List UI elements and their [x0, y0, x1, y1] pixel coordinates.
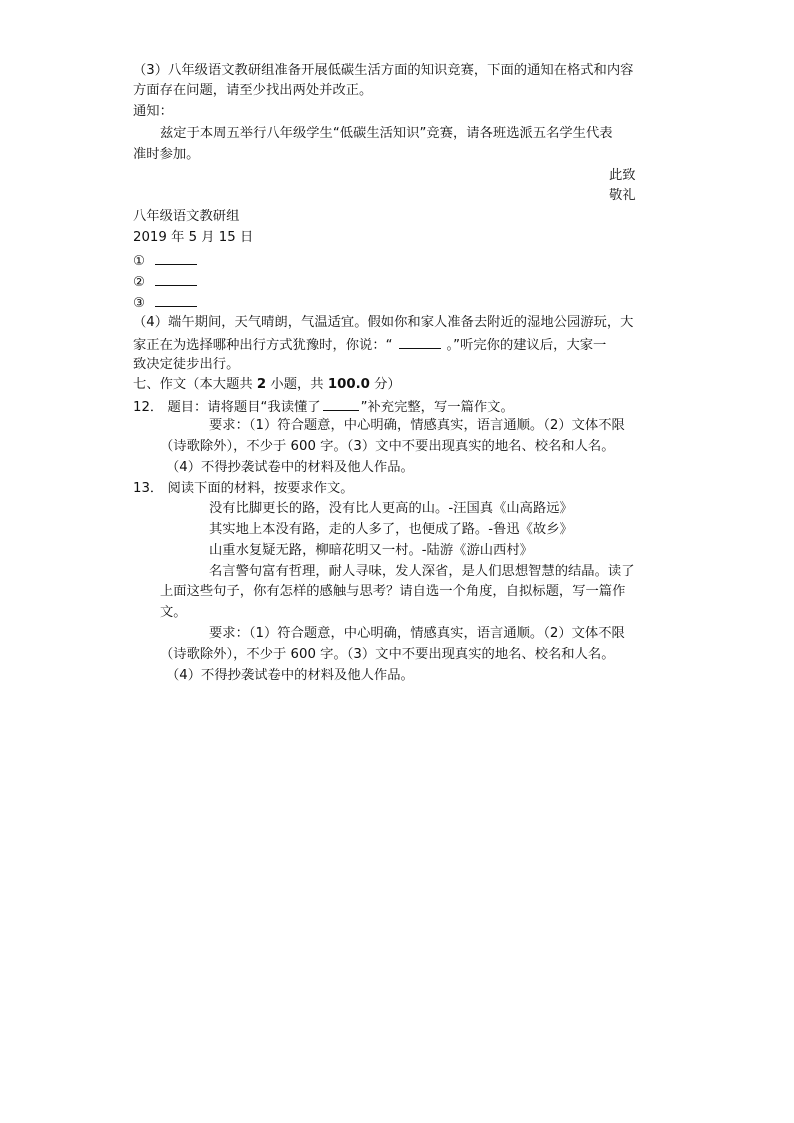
q12-title-line [133, 396, 514, 418]
answer-blank[interactable] [155, 250, 197, 265]
q12-requirement-line-2: （诗歌除外），不少于 600 字。（3）文中不要出现真实的地名、校名和人名。 [160, 439, 615, 454]
q12-text-after-blank: ”补充完整，写一篇作文。 [360, 400, 514, 415]
section-heading-suffix: 分） [369, 377, 401, 392]
answer-line-2 [133, 271, 197, 293]
q4-answer-blank[interactable] [399, 334, 441, 349]
answer-number: ③ [133, 296, 145, 311]
q13-requirement-line-2: （诗歌除外），不少于 600 字。（3）文中不要出现真实的地名、校名和人名。 [160, 647, 615, 662]
notice-signature: 八年级语文教研组 [133, 209, 240, 224]
notice-closing-2: 敬礼 [609, 188, 636, 203]
notice-body-line-2: 准时参加。 [133, 147, 200, 162]
answer-line-3 [133, 292, 197, 314]
section-heading [133, 375, 401, 395]
section-total-score: 100.0 [327, 377, 370, 392]
q12-requirement-line-3: （4）不得抄袭试卷中的材料及他人作品。 [166, 460, 414, 475]
q13-paragraph-line-2: 上面这些句子，你有怎样的感触与思考？请自选一个角度，自拟标题，写一篇作 [160, 584, 626, 599]
q3-text-line-2: 方面存在问题，请至少找出两处并改正。 [133, 83, 373, 98]
notice-closing-1: 此致 [609, 168, 636, 183]
q13-prompt: 13． 阅读下面的材料，按要求作文。 [133, 481, 354, 496]
answer-blank[interactable] [155, 271, 197, 286]
notice-body-line-1: 兹定于本周五举行八年级学生“低碳生活知识”竞赛，请各班选派五名学生代表 [160, 126, 613, 141]
q13-paragraph-line-3: 文。 [160, 605, 187, 620]
q13-paragraph-line-1: 名言警句富有哲理，耐人寻味，发人深省，是人们思想智慧的结晶。读了 [209, 564, 635, 579]
q4-text-after-blank: 。”听完你的建议后，大家一 [446, 338, 607, 353]
answer-number: ② [133, 275, 145, 290]
q13-quote-1: 没有比脚更长的路，没有比人更高的山。-汪国真《山高路远》 [209, 501, 573, 516]
q12-text-before-blank: 12． 题目：请将题目“我读懂了 [133, 400, 321, 415]
notice-label: 通知： [133, 104, 173, 119]
answer-line-1 [133, 250, 197, 272]
answer-blank[interactable] [155, 292, 197, 307]
q4-text-before-blank: 家正在为选择哪种出行方式犹豫时，你说：“ [133, 338, 393, 353]
q4-text-line-3: 致决定徒步出行。 [133, 357, 240, 372]
q4-text-line-1: （4）端午期间，天气晴朗，气温适宜。假如你和家人准备去附近的湿地公园游玩，大 [133, 315, 634, 330]
q12-requirement-line-1: 要求：（1）符合题意，中心明确，情感真实，语言通顺。（2）文体不限 [209, 418, 625, 433]
q4-text-line-2 [133, 334, 606, 356]
q13-quote-2: 其实地上本没有路，走的人多了，也便成了路。-鲁迅《故乡》 [209, 522, 573, 537]
q13-requirement-line-1: 要求：（1）符合题意，中心明确，情感真实，语言通顺。（2）文体不限 [209, 626, 625, 641]
answer-number: ① [133, 254, 145, 269]
section-question-count: 2 [256, 377, 267, 392]
q13-quote-3: 山重水复疑无路，柳暗花明又一村。-陆游《游山西村》 [209, 543, 533, 558]
q12-title-blank[interactable] [323, 396, 359, 411]
q3-text-line-1: （3）八年级语文教研组准备开展低碳生活方面的知识竞赛，下面的通知在格式和内容 [133, 63, 634, 78]
section-heading-prefix: 七、作文（本大题共 [133, 377, 257, 392]
q13-requirement-line-3: （4）不得抄袭试卷中的材料及他人作品。 [166, 668, 414, 683]
section-heading-mid: 小题，共 [266, 377, 328, 392]
notice-date: 2019 年 5 月 15 日 [133, 230, 254, 245]
